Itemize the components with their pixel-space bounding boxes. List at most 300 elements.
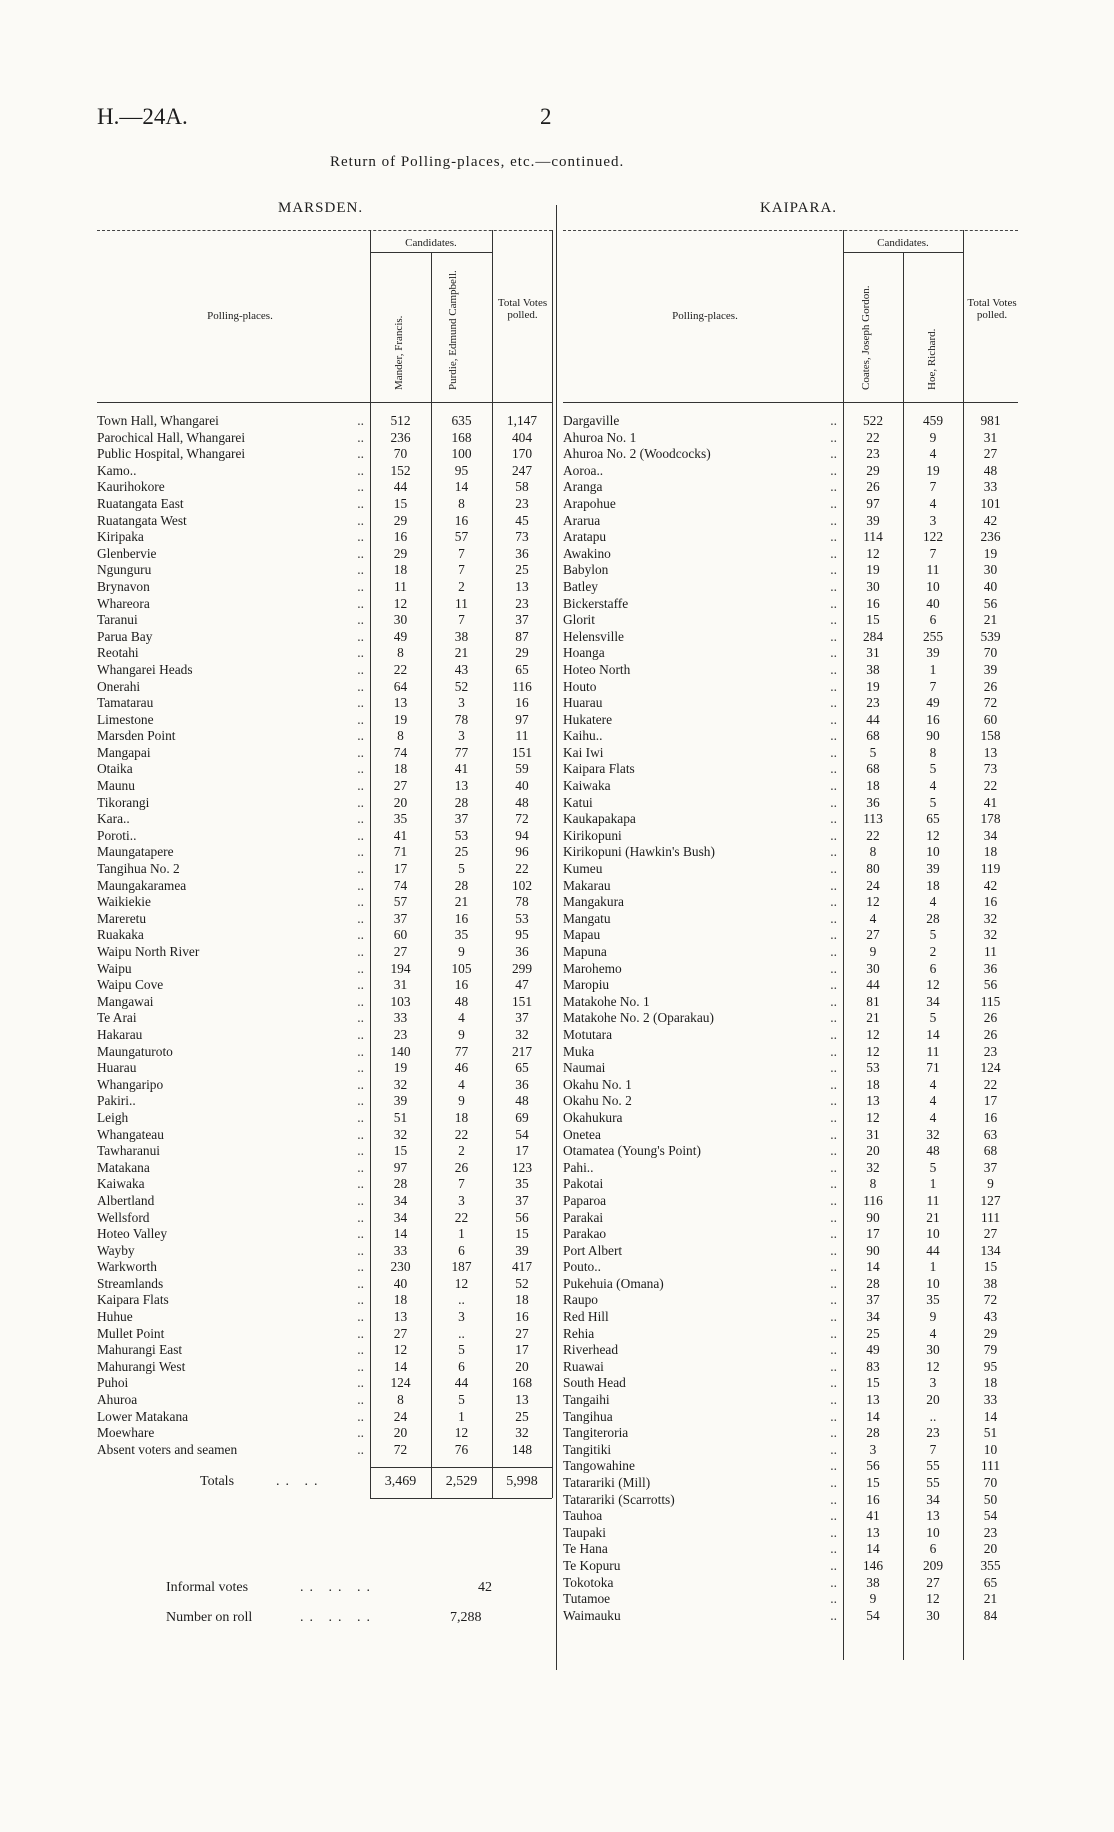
total-votes-cell: 31 xyxy=(983,429,998,445)
candidate-votes-cell: 113 xyxy=(863,811,883,827)
polling-place-label: Otaika xyxy=(97,761,133,777)
polling-place-label: Kaihu.. xyxy=(563,728,603,744)
leader-dots: .. xyxy=(830,446,837,462)
marsden-table-row xyxy=(97,1010,552,1027)
total-votes-cell: 69 xyxy=(515,1109,529,1125)
polling-place-label: Tatarariki (Scarrotts) xyxy=(563,1491,675,1507)
leader-dots: .. xyxy=(357,562,364,578)
candidate-votes-cell: 83 xyxy=(866,1358,880,1374)
polling-place-label: Dargaville xyxy=(563,413,620,428)
polling-place-name xyxy=(97,927,370,944)
marsden-table-row xyxy=(97,463,552,480)
candidate-votes-cell: 13 xyxy=(866,1524,880,1540)
total-votes-cell: 21 xyxy=(983,1591,998,1607)
total-votes-cell: 18 xyxy=(983,844,998,860)
polling-place-name xyxy=(97,761,370,778)
leader-dots: .. xyxy=(830,495,837,511)
candidate-votes-cell: 7 xyxy=(458,562,465,578)
total-votes-cell: 41 xyxy=(983,794,998,810)
kaipara-table-row xyxy=(563,596,1018,613)
polling-place-label: Whareora xyxy=(97,595,150,611)
polling-place-label: Ngunguru xyxy=(97,562,152,578)
candidate-votes-cell: 3 xyxy=(458,728,465,744)
candidate-votes-cell: 4 xyxy=(929,1093,937,1109)
marsden-table-row xyxy=(97,1027,552,1044)
polling-place-name xyxy=(563,1060,843,1077)
polling-place-label: Ruatangata West xyxy=(97,512,187,528)
polling-place-label: Parochical Hall, Whangarei xyxy=(97,429,246,445)
candidate-votes-cell: 44 xyxy=(454,1375,469,1391)
polling-place-label: Arapohue xyxy=(563,495,616,511)
marsden-table-row xyxy=(97,413,552,430)
candidate-votes-cell: 32 xyxy=(926,1126,940,1142)
candidate-votes-cell: 22 xyxy=(866,827,880,843)
kaipara-table-row xyxy=(563,728,1018,745)
leader-dots: .. xyxy=(357,1026,364,1042)
marsden-table-row xyxy=(97,479,552,496)
leader-dots: .. xyxy=(357,877,364,893)
candidate-votes-cell: 44 xyxy=(393,479,408,495)
total-votes-cell: 178 xyxy=(980,811,1001,827)
candidate-votes-cell: 35 xyxy=(393,811,408,827)
polling-place-label: Hoteo Valley xyxy=(97,1226,168,1242)
candidate-votes-cell: 5 xyxy=(929,761,937,777)
leader-dots: .. xyxy=(357,1242,364,1258)
total-votes-cell: 25 xyxy=(515,1408,529,1424)
polling-place-label: Bickerstaffe xyxy=(563,595,629,611)
polling-place-name xyxy=(97,1425,370,1442)
leader-dots: .. xyxy=(357,744,364,760)
total-votes-cell: 32 xyxy=(983,927,998,943)
leader-dots: .. xyxy=(357,1060,364,1076)
polling-place-label: Okahu No. 2 xyxy=(563,1093,632,1109)
leader-dots: .. xyxy=(357,1109,364,1125)
candidate-votes-cell: 81 xyxy=(866,993,880,1009)
candidate-votes-cell: 10 xyxy=(926,1524,940,1540)
candidate-votes-cell: 27 xyxy=(926,1574,940,1590)
polling-place-label: Town Hall, Whangarei xyxy=(97,413,219,428)
kaipara-table-row xyxy=(563,1127,1018,1144)
candidate-votes-cell: 2 xyxy=(458,1143,465,1159)
polling-place-name xyxy=(563,662,843,679)
polling-place-name xyxy=(563,645,843,662)
kaipara-table-row xyxy=(563,1591,1018,1608)
polling-place-name xyxy=(563,1608,843,1625)
candidate-votes-cell: 20 xyxy=(926,1392,940,1408)
candidate-votes-cell: 5 xyxy=(929,794,937,810)
candidate-votes-cell: 49 xyxy=(926,695,940,711)
polling-place-name xyxy=(97,778,370,795)
candidate-votes-cell: 12 xyxy=(393,1342,408,1358)
candidate-votes-cell: 32 xyxy=(393,1126,408,1142)
total-votes-cell: 27 xyxy=(983,1226,998,1242)
leader-dots: .. xyxy=(830,413,837,428)
polling-place-label: Katui xyxy=(563,794,593,810)
leader-dots: .. xyxy=(830,612,837,628)
leader-dots: .. xyxy=(357,1358,364,1374)
candidate-votes-cell: 15 xyxy=(866,1475,880,1490)
polling-place-name xyxy=(97,1077,370,1094)
polling-place-name xyxy=(97,1292,370,1309)
polling-place-name xyxy=(563,761,843,778)
total-votes-cell: 27 xyxy=(983,446,998,462)
marsden-candidate-2-header: Purdie, Edmund Campbell. xyxy=(447,270,459,390)
leader-dots: .. xyxy=(357,1408,364,1424)
polling-place-name xyxy=(97,1110,370,1127)
candidate-votes-cell: 37 xyxy=(866,1292,880,1308)
candidate-votes-cell: 14 xyxy=(393,1358,408,1374)
leader-dots: .. xyxy=(830,578,837,594)
candidate-votes-cell: 30 xyxy=(866,578,880,594)
kaipara-table-row xyxy=(563,1326,1018,1343)
total-votes-cell: 36 xyxy=(983,960,998,976)
candidate-votes-cell: 14 xyxy=(454,479,469,495)
total-votes-cell: 59 xyxy=(515,761,529,777)
candidate-votes-cell: 16 xyxy=(454,977,469,993)
leader-dots: .. xyxy=(830,1226,837,1242)
candidate-votes-cell: 140 xyxy=(390,1043,411,1059)
kaipara-table-row xyxy=(563,1077,1018,1094)
polling-place-label: Matakana xyxy=(97,1159,150,1175)
total-votes-cell: 53 xyxy=(515,910,529,926)
polling-place-name xyxy=(563,927,843,944)
marsden-table-row xyxy=(97,645,552,662)
leader-dots: .. xyxy=(357,645,364,661)
total-votes-cell: 42 xyxy=(983,877,998,893)
candidate-votes-cell: 14 xyxy=(393,1226,408,1242)
marsden-table-row xyxy=(97,1226,552,1243)
total-votes-cell: 54 xyxy=(983,1508,998,1524)
polling-place-label: Waipu North River xyxy=(97,944,200,959)
polling-place-label: Parua Bay xyxy=(97,628,153,644)
leader-dots: .. xyxy=(830,512,837,528)
polling-place-label: Hoanga xyxy=(563,645,605,661)
candidate-votes-cell: 14 xyxy=(926,1026,940,1042)
candidate-votes-cell: 9 xyxy=(929,429,937,445)
polling-place-name xyxy=(97,878,370,895)
total-votes-cell: 72 xyxy=(515,811,529,827)
candidate-votes-cell: 30 xyxy=(866,960,880,976)
candidate-votes-cell: 14 xyxy=(866,1541,880,1557)
candidate-votes-cell: 5 xyxy=(929,1010,937,1026)
leader-dots: .. xyxy=(357,695,364,711)
candidate-votes-cell: 31 xyxy=(393,977,408,993)
polling-place-label: Otamatea (Young's Point) xyxy=(563,1143,701,1159)
candidate-votes-cell: 40 xyxy=(393,1275,408,1291)
candidate-votes-cell: 12 xyxy=(454,1425,469,1441)
polling-place-name xyxy=(563,894,843,911)
polling-place-label: Kai Iwi xyxy=(563,744,604,760)
candidate-votes-cell: 3 xyxy=(929,1375,937,1391)
kaipara-table-row xyxy=(563,1525,1018,1542)
polling-place-name xyxy=(563,1558,843,1575)
candidate-votes-cell: 28 xyxy=(866,1425,880,1441)
polling-place-label: Batley xyxy=(563,578,598,594)
candidate-votes-cell: 9 xyxy=(929,1309,937,1325)
leader-dots: .. xyxy=(357,1192,364,1208)
candidate-votes-cell: 8 xyxy=(458,495,465,511)
candidate-votes-cell: 22 xyxy=(866,429,880,445)
kaipara-table-row xyxy=(563,579,1018,596)
candidate-votes-cell: 18 xyxy=(866,1076,880,1092)
polling-place-name xyxy=(563,1226,843,1243)
candidate-votes-cell: 38 xyxy=(866,1574,880,1590)
candidate-votes-cell: 38 xyxy=(866,661,880,677)
candidate-votes-cell: 10 xyxy=(926,1226,940,1242)
candidate-votes-cell: 4 xyxy=(458,1076,465,1092)
total-votes-cell: 36 xyxy=(515,1076,529,1092)
leader-dots: .. xyxy=(357,1259,364,1275)
polling-place-label: Mapuna xyxy=(563,944,607,959)
candidate-votes-cell: 20 xyxy=(393,1425,408,1441)
kaipara-candidate-1-header: Coates, Joseph Gordon. xyxy=(860,285,872,390)
total-votes-cell: 19 xyxy=(983,545,998,561)
polling-place-label: Public Hospital, Whangarei xyxy=(97,446,246,462)
page-title: Return of Polling-places, etc.—continued. xyxy=(330,154,625,170)
leader-dots: .. xyxy=(357,944,364,959)
polling-place-name xyxy=(563,629,843,646)
candidate-votes-cell: 3 xyxy=(458,1309,465,1325)
total-votes-cell: 96 xyxy=(515,844,529,860)
polling-place-label: Kaurihokore xyxy=(97,479,165,495)
polling-place-label: Raupo xyxy=(563,1292,598,1308)
total-votes-cell: 15 xyxy=(983,1259,998,1275)
kaipara-table-row xyxy=(563,513,1018,530)
total-votes-cell: 52 xyxy=(515,1275,529,1291)
informal-votes-label: Informal votes xyxy=(166,1580,249,1595)
marsden-table-row xyxy=(97,1425,552,1442)
kaipara-table-row xyxy=(563,778,1018,795)
kaipara-table xyxy=(563,413,1018,1624)
candidate-votes-cell: 18 xyxy=(393,1292,408,1308)
polling-place-label: Aoroa.. xyxy=(563,462,604,478)
polling-place-label: Kumeu xyxy=(563,861,603,877)
polling-place-label: Taupaki xyxy=(563,1524,606,1540)
candidate-votes-cell: 16 xyxy=(866,595,880,611)
marsden-table-row xyxy=(97,961,552,978)
polling-place-name xyxy=(563,695,843,712)
candidate-votes-cell: 12 xyxy=(866,1043,880,1059)
polling-place-name xyxy=(563,529,843,546)
marsden-table-row xyxy=(97,1326,552,1343)
leader-dots: .. xyxy=(357,628,364,644)
candidate-votes-cell: 12 xyxy=(866,545,880,561)
leader-dots: .. xyxy=(357,960,364,976)
candidate-votes-cell: 23 xyxy=(393,1026,408,1042)
total-votes-cell: 148 xyxy=(511,1441,533,1457)
leader-dots: .. xyxy=(830,1176,837,1192)
total-votes-cell: 11 xyxy=(515,728,529,744)
kaipara-table-row xyxy=(563,712,1018,729)
total-votes-cell: 127 xyxy=(980,1192,1001,1208)
leader-dots: .. xyxy=(357,1226,364,1242)
candidate-votes-cell: 71 xyxy=(926,1060,940,1076)
polling-place-label: Makarau xyxy=(563,877,611,893)
leader-dots: .. xyxy=(357,1126,364,1142)
total-votes-cell: 151 xyxy=(511,744,533,760)
total-votes-cell: 35 xyxy=(515,1176,529,1192)
candidate-votes-cell: 255 xyxy=(922,628,944,644)
candidate-votes-cell: 15 xyxy=(393,495,408,511)
leader-dots: .. xyxy=(830,1060,837,1076)
total-votes-cell: 22 xyxy=(983,778,998,794)
candidate-votes-cell: 5 xyxy=(929,927,937,943)
kaipara-table-row xyxy=(563,1425,1018,1442)
polling-place-label: Onerahi xyxy=(97,678,141,694)
polling-place-name xyxy=(563,795,843,812)
kaipara-table-row xyxy=(563,961,1018,978)
candidate-votes-cell: 236 xyxy=(390,429,411,445)
total-votes-cell: 22 xyxy=(983,1076,998,1092)
leader-dots: .. xyxy=(357,1093,364,1109)
candidate-votes-cell: 43 xyxy=(454,661,469,677)
marsden-table-row xyxy=(97,761,552,778)
candidate-votes-cell: 97 xyxy=(866,495,880,511)
candidate-votes-cell: 39 xyxy=(393,1093,408,1109)
leader-dots: .. xyxy=(830,1425,837,1441)
total-votes-cell: 63 xyxy=(983,1126,998,1142)
kaipara-table-row xyxy=(563,413,1018,430)
marsden-table-row xyxy=(97,513,552,530)
total-votes-cell: 134 xyxy=(980,1242,1001,1258)
candidate-votes-cell: 7 xyxy=(929,545,937,561)
marsden-table-row xyxy=(97,529,552,546)
candidate-votes-cell: 12 xyxy=(926,1358,940,1374)
polling-place-label: Te Hana xyxy=(563,1541,608,1557)
candidate-votes-cell: 65 xyxy=(926,811,940,827)
leader-dots: .. xyxy=(357,545,364,561)
polling-place-name xyxy=(97,645,370,662)
candidate-votes-cell: 21 xyxy=(866,1010,880,1026)
polling-place-label: Tangihua No. 2 xyxy=(97,861,180,877)
candidate-votes-cell: 52 xyxy=(454,678,469,694)
polling-place-name xyxy=(97,479,370,496)
leader-dots: .. xyxy=(357,827,364,843)
total-votes-cell: 37 xyxy=(983,1159,998,1175)
candidate-votes-cell: 13 xyxy=(393,695,408,711)
polling-place-name xyxy=(563,728,843,745)
number-on-roll-dots: .. .. .. xyxy=(300,1610,376,1625)
marsden-table-row xyxy=(97,1276,552,1293)
leader-dots: .. xyxy=(830,1607,837,1623)
polling-place-label: Kirikopuni (Hawkin's Bush) xyxy=(563,844,715,860)
number-on-roll-label: Number on roll xyxy=(166,1610,253,1625)
polling-place-label: Matakohe No. 1 xyxy=(563,993,650,1009)
candidate-votes-cell: 70 xyxy=(393,446,408,462)
leader-dots: .. xyxy=(357,861,364,877)
leader-dots: .. xyxy=(830,1292,837,1308)
polling-place-name xyxy=(563,1292,843,1309)
polling-place-label: Streamlands xyxy=(97,1275,164,1291)
polling-place-label: Tangaihi xyxy=(563,1392,610,1408)
leader-dots: .. xyxy=(357,711,364,727)
polling-place-name xyxy=(563,1276,843,1293)
marsden-table-row xyxy=(97,1160,552,1177)
candidate-votes-cell: 78 xyxy=(454,711,469,727)
candidate-votes-cell: 7 xyxy=(458,612,465,628)
candidate-votes-cell: 17 xyxy=(866,1226,880,1242)
candidate-votes-cell: 7 xyxy=(458,545,465,561)
polling-place-label: Waimauku xyxy=(563,1607,621,1623)
kaipara-table-row xyxy=(563,1342,1018,1359)
marsden-table-row xyxy=(97,1375,552,1392)
candidate-votes-cell: 1 xyxy=(458,1408,465,1424)
polling-place-label: Pukehuia (Omana) xyxy=(563,1275,664,1291)
polling-place-label: Wellsford xyxy=(97,1209,150,1225)
leader-dots: .. xyxy=(830,761,837,777)
leader-dots: .. xyxy=(830,1109,837,1125)
leader-dots: .. xyxy=(830,1143,837,1159)
polling-place-label: Whangarei Heads xyxy=(97,661,193,677)
polling-place-label: Ruakaka xyxy=(97,927,144,943)
polling-place-name xyxy=(97,596,370,613)
total-votes-cell: 26 xyxy=(983,1010,998,1026)
polling-place-name xyxy=(563,1342,843,1359)
candidate-votes-cell: 34 xyxy=(866,1309,880,1325)
polling-place-label: Reotahi xyxy=(97,645,139,661)
kaipara-table-row xyxy=(563,463,1018,480)
leader-dots: .. xyxy=(830,1441,837,1457)
candidate-votes-cell: 39 xyxy=(926,645,940,661)
informal-votes-value: 42 xyxy=(478,1580,492,1595)
total-votes-cell: 56 xyxy=(983,595,998,611)
marsden-candidates-header: Candidates. xyxy=(405,237,457,249)
kaipara-table-row xyxy=(563,1110,1018,1127)
total-votes-cell: 95 xyxy=(983,1358,998,1374)
total-votes-cell: 37 xyxy=(515,1192,529,1208)
total-votes-cell: 26 xyxy=(983,1026,998,1042)
polling-place-label: Aratapu xyxy=(563,529,607,545)
candidate-votes-cell: 28 xyxy=(866,1275,880,1291)
candidate-votes-cell: 18 xyxy=(926,877,940,893)
kaipara-table-row xyxy=(563,1375,1018,1392)
candidate-votes-cell: 6 xyxy=(929,1541,937,1557)
kaipara-table-row xyxy=(563,878,1018,895)
leader-dots: .. xyxy=(830,1043,837,1059)
total-votes-cell: 51 xyxy=(983,1425,998,1441)
leader-dots: .. xyxy=(357,413,364,428)
polling-place-name xyxy=(563,1326,843,1343)
candidate-votes-cell: 25 xyxy=(454,844,469,860)
kaipara-table-row xyxy=(563,1309,1018,1326)
candidate-votes-cell: 8 xyxy=(929,744,937,760)
candidate-votes-cell: 187 xyxy=(451,1259,472,1275)
polling-place-label: Tatarariki (Mill) xyxy=(563,1475,651,1490)
polling-place-name xyxy=(563,1525,843,1542)
leader-dots: .. xyxy=(357,529,364,545)
total-votes-cell: 124 xyxy=(980,1060,1001,1076)
candidate-votes-cell: 28 xyxy=(454,877,469,893)
candidate-votes-cell: 29 xyxy=(866,462,880,478)
leader-dots: .. xyxy=(357,1309,364,1325)
polling-place-label: South Head xyxy=(563,1375,626,1391)
polling-place-label: Kaipara Flats xyxy=(97,1292,169,1308)
marsden-table-row xyxy=(97,1210,552,1227)
total-votes-cell: 151 xyxy=(511,993,533,1009)
leader-dots: .. xyxy=(830,1392,837,1408)
polling-place-name xyxy=(97,1210,370,1227)
polling-place-name xyxy=(97,496,370,513)
leader-dots: .. xyxy=(357,512,364,528)
total-votes-cell: 73 xyxy=(983,761,998,777)
polling-place-name xyxy=(563,562,843,579)
kaipara-header-top-rule xyxy=(563,230,1018,231)
total-votes-cell: 34 xyxy=(983,827,998,843)
candidate-votes-cell: 29 xyxy=(393,512,408,528)
marsden-table-row xyxy=(97,795,552,812)
candidate-votes-cell: 44 xyxy=(926,1242,940,1258)
kaipara-table-row xyxy=(563,1492,1018,1509)
